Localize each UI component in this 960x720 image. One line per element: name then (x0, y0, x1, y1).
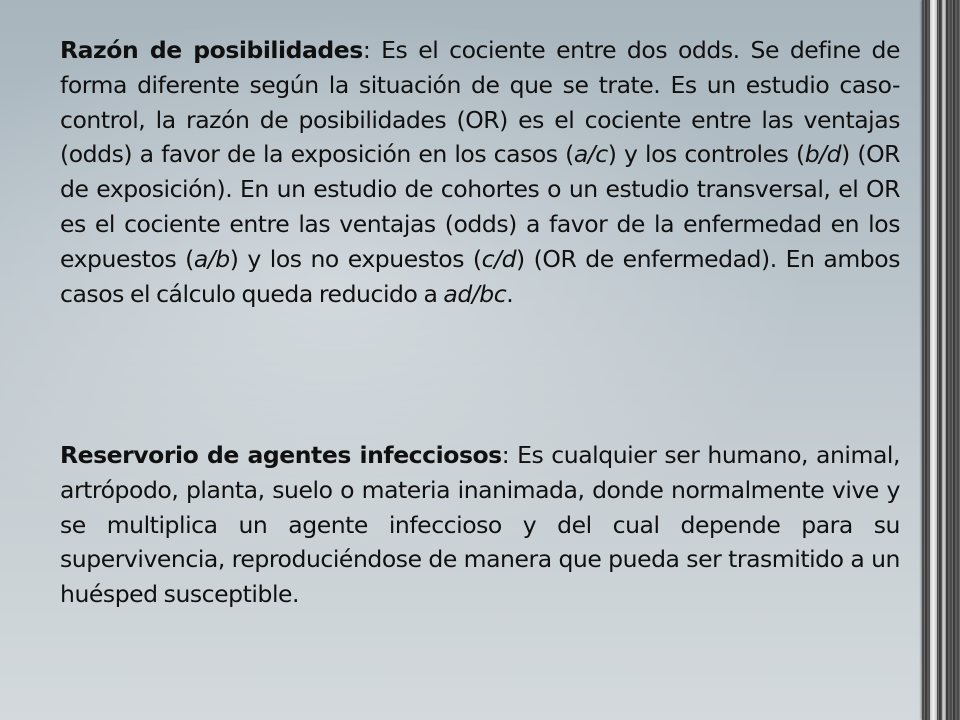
border-highlight (930, 0, 937, 720)
definition-text: : Es el cociente entre dos odds. Se define de forma diferente según la situación de que se trate. Es un estudio caso-control, la razón de posibilidades (OR) es el cociente entre las ventajas (odds) a favor de la exposición en los casos ( (60, 36, 900, 169)
definition-text: . (506, 279, 514, 308)
formula-a-b: a/b (193, 244, 230, 273)
definition-reservoir (60, 438, 900, 612)
border-highlight (942, 0, 946, 720)
term-reservoir: Reservorio de agentes infecciosos (60, 441, 502, 469)
definition-text: ) y los no expuestos ( (229, 244, 482, 273)
formula-a-c: a/c (573, 140, 608, 169)
formula-c-d: c/d (481, 244, 517, 273)
definition-text: ) y los controles ( (607, 140, 805, 169)
term-odds-ratio: Razón de posibilidades (60, 36, 363, 64)
definition-text: : Es cualquier ser humano, animal, artrópodo, planta, suelo o materia inanimada, donde normalmente vive y se multiplica un agente infeccioso y del cual depende para su supervivencia, reproduciéndose de manera que pueda ser trasmitido a un huésped susceptible. (60, 441, 900, 609)
definition-text: ) (OR de enfermedad). En ambos casos el cálculo queda reducido a (60, 244, 900, 308)
formula-b-d: b/d (804, 140, 842, 169)
definition-text: ) (OR de exposición). En un estudio de cohortes o un estudio transversal, el OR es el cociente entre las ventajas (odds) a favor de la enfermedad en los expuestos ( (60, 140, 900, 273)
definition-odds-ratio (60, 33, 900, 311)
formula-ad-bc: ad/bc (443, 279, 507, 308)
decorative-border (922, 0, 960, 720)
